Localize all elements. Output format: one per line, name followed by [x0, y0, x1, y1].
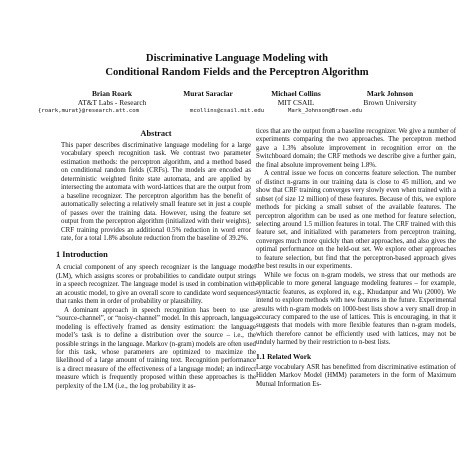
- author-saraclar: [168, 89, 248, 98]
- author-affiliation: AT&T Labs - Research: [77, 98, 147, 107]
- abstract-heading: Abstract: [140, 129, 172, 138]
- author-roark: [72, 89, 152, 107]
- right-paragraph-3: While we focus on n-gram models, we stress that our methods are applicable to more general language modeling features – for example, syntactic features, as explored in, e.g., Khudanpur and Wu (2000). We intend to explore methods with new features in the future. Experimental results with n-gram models on 1000-best lists show a very small drop in accuracy compared to the use of lattices. This is encouraging, in that it suggests that models with more flexible features than n-gram models, which therefore cannot be efficiently used with lattices, may not be unduly harmed by their restriction to n-best lists.: [256, 271, 456, 347]
- author-collins: [256, 89, 336, 107]
- author-name: Michael Collins: [271, 89, 321, 98]
- related-work-paragraph: Large vocabulary ASR has benefitted from discriminative estimation of Hidden Markov Model (HMM) parameters in the form of Maximum Mutual Information Es-: [256, 363, 456, 388]
- intro-paragraph-1: A crucial component of any speech recognizer is the language model (LM), which assigns scores or probabilities to candidate output strings in a speech recognizer. The language model is used in combination with an acoustic model, to give an overall score to candidate word sequences that ranks them in order of probability or plausibility.: [56, 264, 256, 306]
- related-work-heading: 1.1 Related Work: [256, 351, 312, 361]
- abstract-text: This paper describes discriminative language modeling for a large vocabulary speech recognition task. We contrast two parameter estimation methods: the perceptron algorithm, and a method based on conditional random fields (CRFs). The models are encoded as deterministic weighted finite state automata, and are applied by intersecting the automata with word-lattices that are the output from a baseline recognizer. The perceptron algorithm has the benefit of automatically selecting a relatively small feature set in just a couple of passes over the training data. However, using the feature set output from the perceptron algorithm (initialized with their weights), CRF training provides an additional 0.5% reduction in word error rate, for a total 1.8% absolute reduction from the baseline of 39.2%.: [61, 142, 251, 242]
- right-column: [256, 128, 456, 389]
- introduction-heading: 1 Introduction: [56, 250, 108, 260]
- email-roark-murat: {roark,murat}@research.att.com: [38, 108, 140, 114]
- author-name: Brian Roark: [91, 89, 133, 98]
- intro-paragraph-2: A dominant approach in speech recognition has been to use a “source-channel”, or “noisy-channel” model. In this approach, language modeling is effectively framed as density estimation: the language model’s task is to define a distribution over the source – i.e., the possible strings in the language. Markov (n-gram) models are often used for this task, whose parameters are optimized to maximize the likelihood of a large amount of training text. Recognition performance is a direct measure of the effectiveness of a language model; an indirect measure which is frequently proposed within these approaches is the perplexity of the LM (i.e., the log probability it as-: [56, 306, 256, 390]
- left-column: [56, 128, 256, 391]
- paper-title-line-2: Conditional Random Fields and the Perceptron Algorithm: [105, 67, 369, 78]
- author-affiliation: MIT CSAIL: [277, 98, 315, 107]
- author-name: Mark Johnson: [366, 89, 414, 98]
- right-paragraph-1: tices that are the output from a baseline recognizer. We give a number of experiments comparing the two approaches. The perceptron method gave a 1.3% absolute improvement in recognition error on the Switchboard domain; the CRF methods we describe give a further gain, the final absolute improvement being 1.8%.: [256, 128, 456, 169]
- right-paragraph-2: A central issue we focus on concerns feature selection. The number of distinct n-grams in our training data is close to 45 million, and we show that CRF training converges very slowly even when trained with a subset (of size 12 million) of these features. Because of this, we explore methods for picking a small subset of the available features. The perceptron algorithm can be used as one method for feature selection, selecting around 1.5 million features in total. The CRF trained with this feature set, and initialized with parameters from perceptron training, converges much more quickly than other approaches, and also gives the optimal performance on the held-out set. We explore other approaches to feature selection, but find that the perceptron-based approach gives the best results in our experiments.: [256, 170, 456, 271]
- author-name: Murat Saraclar: [183, 89, 233, 98]
- email-johnson: Mark_Johnson@Brown.edu: [288, 108, 363, 114]
- email-collins: mcollins@csail.mit.edu: [190, 108, 265, 114]
- paper-title-line-1: Discriminative Language Modeling with: [145, 53, 329, 64]
- author-affiliation: Brown University: [363, 98, 417, 107]
- author-johnson: [340, 89, 440, 107]
